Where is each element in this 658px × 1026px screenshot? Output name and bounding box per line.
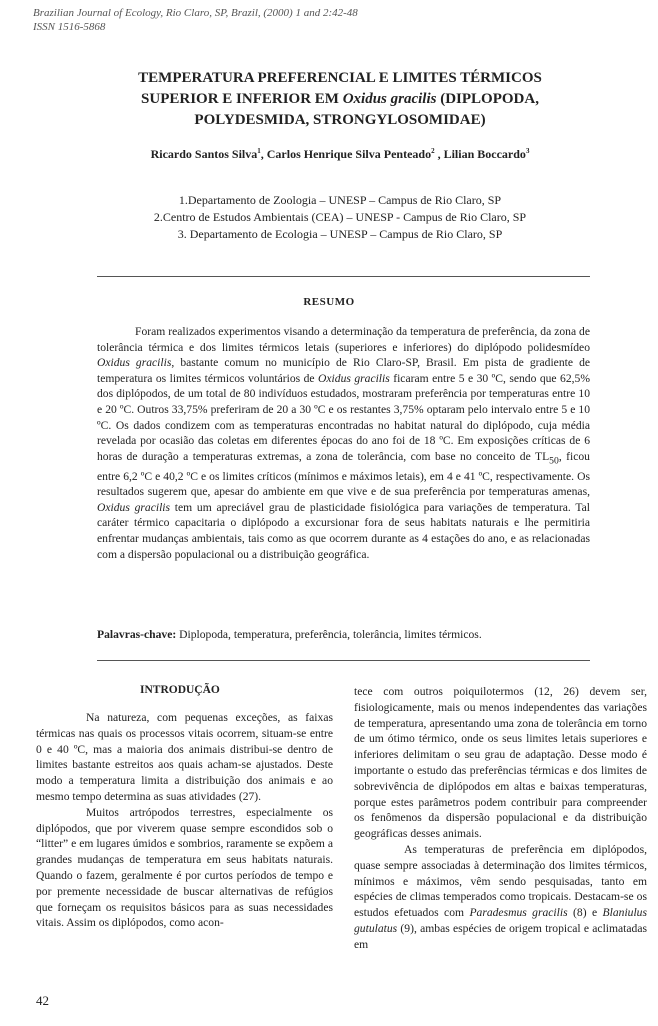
affiliation: 3. Departamento de Ecologia – UNESP – Campus de Rio Claro, SP xyxy=(177,227,503,241)
title-line-3: POLYDESMIDA, STRONGYLOSOMIDAE) xyxy=(194,112,486,128)
species-name: Paradesmus gracilis xyxy=(469,906,568,920)
author-affil-mark: 1 xyxy=(257,147,261,155)
divider-top xyxy=(97,276,590,277)
keywords xyxy=(97,628,590,641)
abstract-text: , bastante comum no município de Rio Claro-SP, Brasil. Em pista de gradiente de temperatura os limites térmicos voluntários de xyxy=(97,356,591,385)
paragraph-text: (8) e xyxy=(567,906,603,920)
tl-subscript: 50 xyxy=(549,455,559,467)
section-heading-introduction: INTRODUÇÃO xyxy=(140,684,220,696)
author-name: Carlos Henrique Silva Penteado xyxy=(266,147,432,161)
keywords-text: Diplopoda, temperatura, preferência, tolerância, limites térmicos. xyxy=(176,628,482,641)
running-header xyxy=(33,6,358,34)
affiliations xyxy=(60,192,620,243)
issn: ISSN 1516-5868 xyxy=(33,21,106,33)
paragraph: tece com outros poiquilotermos (12, 26) devem ser, fisiologicamente, mais ou menos independentes das variações de temperatura, apresentando uma zona de tolerância em torno de um ótimo térmico, onde os seus limites letais superiores e inferiores delimitam o seu grau de adaptação. Desse modo é importante o estudo das preferências térmicas e dos limites de sobrevivência de diplópodos em altas e baixas temperaturas, porque estes parâmetros podem contribuir para compreender os fenômenos da dispersão populacional e da distribuição geográficas desses animais. xyxy=(354,685,647,841)
journal-citation: Brazilian Journal of Ecology, Rio Claro, SP, Brazil, (2000) 1 and 2:42-48 xyxy=(33,7,358,19)
title-line-2 xyxy=(60,89,620,110)
keywords-label: Palavras-chave: xyxy=(97,628,177,641)
species-name: Oxidus gracilis xyxy=(97,500,171,514)
article-title xyxy=(60,68,620,131)
paragraph-text: As temperaturas de preferência em diplópodos, quase sempre associadas à determinação dos limites térmicos, mínimos e máximos, vêm sendo pesquisadas, tanto em espécies de climas temperados como tropicais. Destacam-se os estudos efetuados com xyxy=(354,842,647,920)
abstract-text: ficaram entre 5 e 30 ºC, sendo que 62,5% dos diplópodos, de um total de 80 indivíduos estudados, mostraram preferência por temperaturas entre 10 e 20 ºC. Outros 33,75% preferiram de 20 a 30 ºC e os restantes 3,75% optaram pelo intervalo entre 5 e 10 ºC. Os dados condizem com as temperaturas encontradas no habitat natural do diplópodo, cuja média revelada por ocasião das coletas em diferentes épocas do ano foi de 18 ºC. Em exposições críticas de 6 horas de duração a temperaturas extremas, a zona de tolerância, com base no conceito de TL xyxy=(97,371,590,463)
species-name: Blaniulus gutulatus xyxy=(354,906,647,935)
paragraph: Muitos artrópodos terrestres, especialmente os diplópodos, que por viverem quase sempre escondidos sob o “litter” e em lugares úmidos e sombrios, raramente se expõem a grandes mudanças de temperatura em seus habitats naturais. Quando o fazem, geralmente é por curtos períodos de tempo e por premente necessidade de buscar alternativas de refúgios que forneçam os requisitos básicos para as suas necessidades vitais. Assim os diplópodos, como acon- xyxy=(36,805,333,930)
author-affil-mark: 3 xyxy=(525,147,530,155)
title-species: Oxidus gracilis xyxy=(342,91,437,107)
species-name: Oxidus gracilis xyxy=(318,371,390,385)
author-separator: , xyxy=(434,147,444,161)
abstract-text: Foram realizados experimentos visando a determinação da temperatura de preferência, da zona de tolerância térmica e dos limites térmicos letais (superiores e inferiores) do diplópodo polidesmídeo xyxy=(97,325,590,354)
affiliation: 2.Centro de Estudos Ambientais (CEA) – UNESP - Campus de Rio Claro, SP xyxy=(153,210,527,224)
column-left xyxy=(36,710,333,931)
page-number: 42 xyxy=(36,993,49,1008)
affiliation: 1.Departamento de Zoologia – UNESP – Campus de Rio Claro, SP xyxy=(178,193,502,207)
title-line-2-text: SUPERIOR E INFERIOR EM xyxy=(141,91,343,107)
abstract-heading: RESUMO xyxy=(303,296,355,308)
column-right xyxy=(354,684,647,953)
title-line-1: TEMPERATURA PREFERENCIAL E LIMITES TÉRMICOS xyxy=(138,70,542,86)
author-affil-mark: 2 xyxy=(431,147,435,155)
abstract-text: tem um apreciável grau de plasticidade fisiológica para variações de temperatura. Tal caráter térmico capacitaria o diplópodo a excursionar fora de seus habitats naturais e lhe permitiria enfrentar mudanças ambientais, tais como as que ocorrem durante as 4 estações do ano, e as relacionadas com a dispersão populacional ou a distribuição geográfica. xyxy=(97,500,591,561)
author-name: Lilian Boccardo xyxy=(443,147,526,161)
abstract-body xyxy=(97,324,590,562)
title-line-2-end: (DIPLOPODA, xyxy=(436,91,539,107)
species-name: Oxidus gracilis xyxy=(97,356,172,370)
author-name: Ricardo Santos Silva xyxy=(150,147,258,161)
author-separator: , xyxy=(260,147,267,161)
divider-bottom xyxy=(97,660,590,661)
paragraph-text: (9), ambas espécies de origem tropical e aclimatadas em xyxy=(354,921,647,951)
author-list xyxy=(40,147,640,162)
paragraph xyxy=(354,842,647,953)
paragraph: Na natureza, com pequenas exceções, as faixas térmicas nas quais os processos vitais ocorrem, situam-se entre 0 e 40 ºC, mas a maioria dos animais distribui-se dentro de limites bastante estreitos aos quais acham-se ajustados. Deste modo a temperatura limita a distribuição dos animais e ao mesmo tempo determina as suas atividades (27). xyxy=(36,711,333,803)
abstract-text: , ficou entre 6,2 ºC e 40,2 ºC e os limites críticos (mínimos e máximos letais), em 4 e 41 ºC, respectivamente. Os resultados sugerem que, apesar do ambiente em que vive e de sua preferência por temperaturas amenas, xyxy=(97,449,590,499)
